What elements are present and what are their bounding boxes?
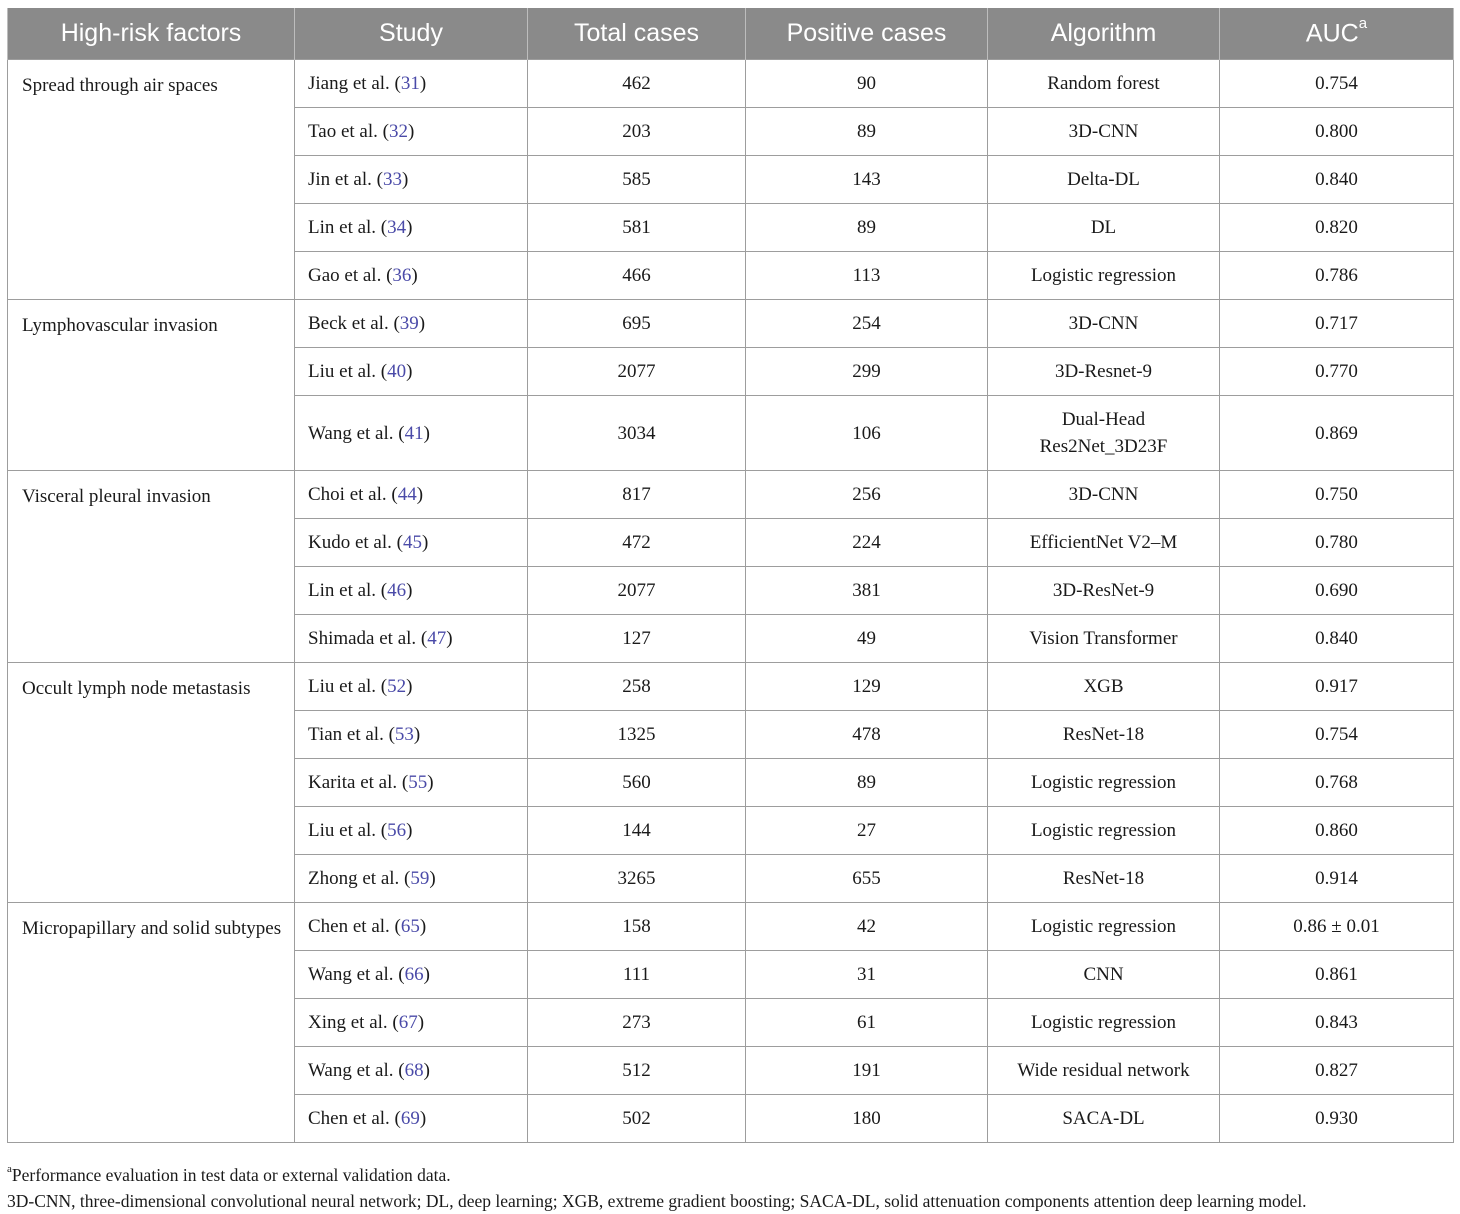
positive-cases-cell: 90 xyxy=(746,60,988,108)
study-close-paren: ) xyxy=(406,676,413,697)
study-close-paren: ) xyxy=(423,422,430,444)
positive-cases-cell: 299 xyxy=(746,348,988,396)
study-author: Tian et al. ( xyxy=(308,724,395,745)
positive-cases-cell: 49 xyxy=(746,615,988,663)
footnote-a-text: Performance evaluation in test data or external validation data. xyxy=(11,1164,451,1185)
study-close-paren: ) xyxy=(406,580,413,601)
positive-cases-cell: 224 xyxy=(746,519,988,567)
table-row xyxy=(8,903,1454,951)
algorithm-line: Logistic regression xyxy=(1030,820,1177,841)
algorithm-cell xyxy=(988,855,1220,903)
reference-link[interactable]: 66 xyxy=(404,964,424,985)
study-cell xyxy=(295,567,528,615)
study-author: Xing et al. ( xyxy=(308,1012,399,1033)
study-close-paren: ) xyxy=(429,868,436,889)
study-cell xyxy=(295,108,528,156)
study-cell xyxy=(295,663,528,711)
total-cases-cell: 111 xyxy=(528,951,746,999)
algorithm-line: Logistic regression xyxy=(1030,772,1177,793)
study-cell xyxy=(295,759,528,807)
total-cases-cell: 472 xyxy=(528,519,746,567)
auc-cell: 0.861 xyxy=(1220,951,1454,999)
positive-cases-cell: 89 xyxy=(746,759,988,807)
auc-cell: 0.770 xyxy=(1220,348,1454,396)
algorithm-cell xyxy=(988,759,1220,807)
study-close-paren: ) xyxy=(446,628,453,649)
auc-cell: 0.820 xyxy=(1220,204,1454,252)
study-author: Chen et al. ( xyxy=(308,1108,401,1129)
reference-link[interactable]: 59 xyxy=(410,868,430,889)
study-author: Lin et al. ( xyxy=(308,217,388,238)
auc-cell: 0.717 xyxy=(1220,300,1454,348)
reference-link[interactable]: 67 xyxy=(398,1012,418,1033)
high-risk-factor-cell: Visceral pleural invasion xyxy=(8,471,295,663)
algorithm-cell xyxy=(988,951,1220,999)
algorithm-line-2: Res2Net_3D23F xyxy=(1039,436,1168,457)
algorithm-cell xyxy=(988,1047,1220,1095)
study-author: Shimada et al. ( xyxy=(308,628,428,649)
algorithm-line: ResNet-18 xyxy=(1062,724,1145,745)
total-cases-cell: 2077 xyxy=(528,348,746,396)
algorithm-line: 3D-CNN xyxy=(1068,484,1139,505)
study-author: Jiang et al. ( xyxy=(308,73,401,94)
results-table xyxy=(7,8,1454,1143)
study-cell xyxy=(295,519,528,567)
study-cell xyxy=(295,348,528,396)
study-close-paren: ) xyxy=(406,217,413,238)
reference-link[interactable]: 32 xyxy=(388,121,408,142)
study-close-paren: ) xyxy=(419,916,427,937)
positive-cases-cell: 191 xyxy=(746,1047,988,1095)
algorithm-line: XGB xyxy=(1083,676,1124,697)
algorithm-line: Logistic regression xyxy=(1030,1012,1177,1033)
study-cell xyxy=(295,855,528,903)
reference-link[interactable]: 65 xyxy=(400,916,420,937)
study-cell xyxy=(295,903,528,951)
algorithm-line: Vision Transformer xyxy=(1029,628,1178,649)
study-cell xyxy=(295,471,528,519)
footnote-a xyxy=(7,1158,1453,1188)
study-cell xyxy=(295,396,528,471)
algorithm-cell xyxy=(988,663,1220,711)
auc-cell: 0.860 xyxy=(1220,807,1454,855)
study-cell xyxy=(295,951,528,999)
auc-cell: 0.843 xyxy=(1220,999,1454,1047)
reference-link[interactable]: 31 xyxy=(400,73,420,94)
auc-cell: 0.800 xyxy=(1220,108,1454,156)
study-author: Liu et al. ( xyxy=(308,820,388,841)
algorithm-cell xyxy=(988,999,1220,1047)
study-close-paren: ) xyxy=(407,121,415,142)
study-cell xyxy=(295,1047,528,1095)
reference-link[interactable]: 46 xyxy=(387,580,407,601)
reference-link[interactable]: 53 xyxy=(394,724,414,745)
auc-cell: 0.768 xyxy=(1220,759,1454,807)
study-close-paren: ) xyxy=(406,820,413,841)
algorithm-cell xyxy=(988,300,1220,348)
algorithm-cell xyxy=(988,108,1220,156)
study-author: Lin et al. ( xyxy=(308,580,388,601)
algorithm-cell xyxy=(988,567,1220,615)
footnote-a-marker: a xyxy=(7,1163,12,1175)
algorithm-line: ResNet-18 xyxy=(1062,868,1145,889)
study-cell xyxy=(295,1095,528,1143)
study-cell xyxy=(295,252,528,300)
positive-cases-cell: 655 xyxy=(746,855,988,903)
auc-cell: 0.786 xyxy=(1220,252,1454,300)
study-author: Kudo et al. ( xyxy=(308,532,403,553)
positive-cases-cell: 89 xyxy=(746,108,988,156)
table-footnotes xyxy=(7,1158,1453,1214)
study-cell xyxy=(295,204,528,252)
study-author: Wang et al. ( xyxy=(308,422,405,444)
study-author: Karita et al. ( xyxy=(308,772,409,793)
total-cases-cell: 144 xyxy=(528,807,746,855)
total-cases-cell: 1325 xyxy=(528,711,746,759)
total-cases-cell: 466 xyxy=(528,252,746,300)
total-cases-cell: 2077 xyxy=(528,567,746,615)
reference-link[interactable]: 47 xyxy=(427,628,447,649)
positive-cases-cell: 143 xyxy=(746,156,988,204)
total-cases-cell: 258 xyxy=(528,663,746,711)
study-close-paren: ) xyxy=(413,724,421,745)
auc-cell: 0.930 xyxy=(1220,1095,1454,1143)
study-cell xyxy=(295,999,528,1047)
algorithm-line: Logistic regression xyxy=(1030,916,1177,937)
reference-link[interactable]: 41 xyxy=(404,422,424,444)
reference-link[interactable]: 40 xyxy=(387,361,407,382)
algorithm-cell xyxy=(988,615,1220,663)
total-cases-cell: 158 xyxy=(528,903,746,951)
positive-cases-cell: 478 xyxy=(746,711,988,759)
high-risk-factor-cell: Spread through air spaces xyxy=(8,60,295,300)
high-risk-factor-cell: Lymphovascular invasion xyxy=(8,300,295,471)
study-close-paren: ) xyxy=(417,1012,425,1033)
header-study: Study xyxy=(295,8,528,60)
auc-cell: 0.780 xyxy=(1220,519,1454,567)
total-cases-cell: 3265 xyxy=(528,855,746,903)
table-row xyxy=(8,60,1454,108)
reference-link[interactable]: 69 xyxy=(400,1108,420,1129)
study-close-paren: ) xyxy=(421,532,429,553)
total-cases-cell: 817 xyxy=(528,471,746,519)
total-cases-cell: 512 xyxy=(528,1047,746,1095)
positive-cases-cell: 27 xyxy=(746,807,988,855)
header-positive-cases: Positive cases xyxy=(746,8,988,60)
reference-link[interactable]: 44 xyxy=(397,484,417,505)
algorithm-cell xyxy=(988,903,1220,951)
study-close-paren: ) xyxy=(423,964,430,985)
algorithm-line: Dual-Head xyxy=(1061,409,1146,430)
total-cases-cell: 502 xyxy=(528,1095,746,1143)
positive-cases-cell: 254 xyxy=(746,300,988,348)
algorithm-line: EfficientNet V2–M xyxy=(1029,532,1178,553)
total-cases-cell: 3034 xyxy=(528,396,746,471)
study-author: Gao et al. ( xyxy=(308,265,393,286)
header-row xyxy=(8,8,1454,60)
high-risk-factor-cell: Micropapillary and solid subtypes xyxy=(8,903,295,1143)
study-close-paren: ) xyxy=(419,73,427,94)
algorithm-line: 3D-ResNet-9 xyxy=(1052,580,1155,601)
study-author: Wang et al. ( xyxy=(308,1060,405,1081)
study-author: Liu et al. ( xyxy=(308,361,388,382)
total-cases-cell: 560 xyxy=(528,759,746,807)
algorithm-cell xyxy=(988,396,1220,471)
auc-cell: 0.917 xyxy=(1220,663,1454,711)
reference-link[interactable]: 39 xyxy=(399,313,419,334)
auc-cell: 0.754 xyxy=(1220,60,1454,108)
positive-cases-cell: 256 xyxy=(746,471,988,519)
study-close-paren: ) xyxy=(401,169,409,190)
algorithm-line: 3D-CNN xyxy=(1068,313,1139,334)
positive-cases-cell: 89 xyxy=(746,204,988,252)
algorithm-cell xyxy=(988,252,1220,300)
algorithm-cell xyxy=(988,807,1220,855)
header-high-risk-factors: High-risk factors xyxy=(8,8,295,60)
study-close-paren: ) xyxy=(411,265,418,286)
algorithm-line: 3D-Resnet-9 xyxy=(1054,361,1153,382)
study-author: Jin et al. ( xyxy=(308,169,383,190)
algorithm-line: SACA-DL xyxy=(1062,1108,1145,1129)
algorithm-cell xyxy=(988,471,1220,519)
algorithm-cell xyxy=(988,156,1220,204)
positive-cases-cell: 106 xyxy=(746,396,988,471)
study-close-paren: ) xyxy=(418,313,426,334)
study-author: Choi et al. ( xyxy=(308,484,398,505)
algorithm-line: Random forest xyxy=(1047,73,1160,94)
study-author: Chen et al. ( xyxy=(308,916,401,937)
total-cases-cell: 585 xyxy=(528,156,746,204)
algorithm-line: DL xyxy=(1090,217,1117,238)
study-author: Wang et al. ( xyxy=(308,964,405,985)
reference-link[interactable]: 34 xyxy=(387,217,407,238)
reference-link[interactable]: 36 xyxy=(392,265,412,286)
reference-link[interactable]: 55 xyxy=(408,772,428,793)
study-close-paren: ) xyxy=(416,484,424,505)
reference-link[interactable]: 56 xyxy=(387,820,407,841)
positive-cases-cell: 113 xyxy=(746,252,988,300)
positive-cases-cell: 61 xyxy=(746,999,988,1047)
study-author: Liu et al. ( xyxy=(308,676,388,697)
study-close-paren: ) xyxy=(423,1060,430,1081)
auc-cell: 0.690 xyxy=(1220,567,1454,615)
positive-cases-cell: 180 xyxy=(746,1095,988,1143)
total-cases-cell: 695 xyxy=(528,300,746,348)
study-cell xyxy=(295,300,528,348)
reference-link[interactable]: 33 xyxy=(382,169,402,190)
study-cell xyxy=(295,807,528,855)
total-cases-cell: 462 xyxy=(528,60,746,108)
algorithm-line: Delta-DL xyxy=(1067,169,1140,190)
study-cell xyxy=(295,156,528,204)
algorithm-cell xyxy=(988,519,1220,567)
auc-cell: 0.840 xyxy=(1220,156,1454,204)
reference-link[interactable]: 68 xyxy=(404,1060,424,1081)
algorithm-line: 3D-CNN xyxy=(1068,121,1139,142)
algorithm-cell xyxy=(988,60,1220,108)
total-cases-cell: 203 xyxy=(528,108,746,156)
auc-cell: 0.827 xyxy=(1220,1047,1454,1095)
study-cell xyxy=(295,711,528,759)
algorithm-cell xyxy=(988,1095,1220,1143)
table-row xyxy=(8,663,1454,711)
total-cases-cell: 581 xyxy=(528,204,746,252)
header-auc-label: AUC xyxy=(1305,19,1359,48)
study-author: Beck et al. ( xyxy=(308,313,400,334)
table-row xyxy=(8,471,1454,519)
table-body xyxy=(8,60,1454,1143)
auc-cell: 0.750 xyxy=(1220,471,1454,519)
algorithm-cell xyxy=(988,711,1220,759)
reference-link[interactable]: 45 xyxy=(402,532,422,553)
study-author: Zhong et al. ( xyxy=(308,868,411,889)
footnote-abbreviations: 3D-CNN, three-dimensional convolutional neural network; DL, deep learning; XGB, extreme gradient boosting; SACA-DL, solid attenuation components attention deep learning model. xyxy=(7,1190,1307,1211)
algorithm-cell xyxy=(988,348,1220,396)
algorithm-line: Logistic regression xyxy=(1030,265,1177,286)
study-cell xyxy=(295,615,528,663)
reference-link[interactable]: 52 xyxy=(387,676,407,697)
positive-cases-cell: 129 xyxy=(746,663,988,711)
algorithm-line: Wide residual network xyxy=(1017,1060,1190,1081)
study-close-paren: ) xyxy=(427,772,434,793)
auc-cell: 0.840 xyxy=(1220,615,1454,663)
positive-cases-cell: 31 xyxy=(746,951,988,999)
study-close-paren: ) xyxy=(419,1108,427,1129)
positive-cases-cell: 381 xyxy=(746,567,988,615)
header-total-cases: Total cases xyxy=(528,8,746,60)
total-cases-cell: 127 xyxy=(528,615,746,663)
algorithm-cell xyxy=(988,204,1220,252)
study-close-paren: ) xyxy=(406,361,413,382)
header-algorithm: Algorithm xyxy=(988,8,1220,60)
table-row xyxy=(8,300,1454,348)
auc-cell: 0.754 xyxy=(1220,711,1454,759)
total-cases-cell: 273 xyxy=(528,999,746,1047)
auc-cell: 0.869 xyxy=(1220,396,1454,471)
header-auc xyxy=(1220,8,1454,60)
study-author: Tao et al. ( xyxy=(308,121,389,142)
study-cell xyxy=(295,60,528,108)
algorithm-line: CNN xyxy=(1083,964,1124,985)
auc-cell: 0.86 ± 0.01 xyxy=(1220,903,1454,951)
high-risk-factor-cell: Occult lymph node metastasis xyxy=(8,663,295,903)
positive-cases-cell: 42 xyxy=(746,903,988,951)
header-auc-footnote-marker: a xyxy=(1358,14,1368,32)
auc-cell: 0.914 xyxy=(1220,855,1454,903)
